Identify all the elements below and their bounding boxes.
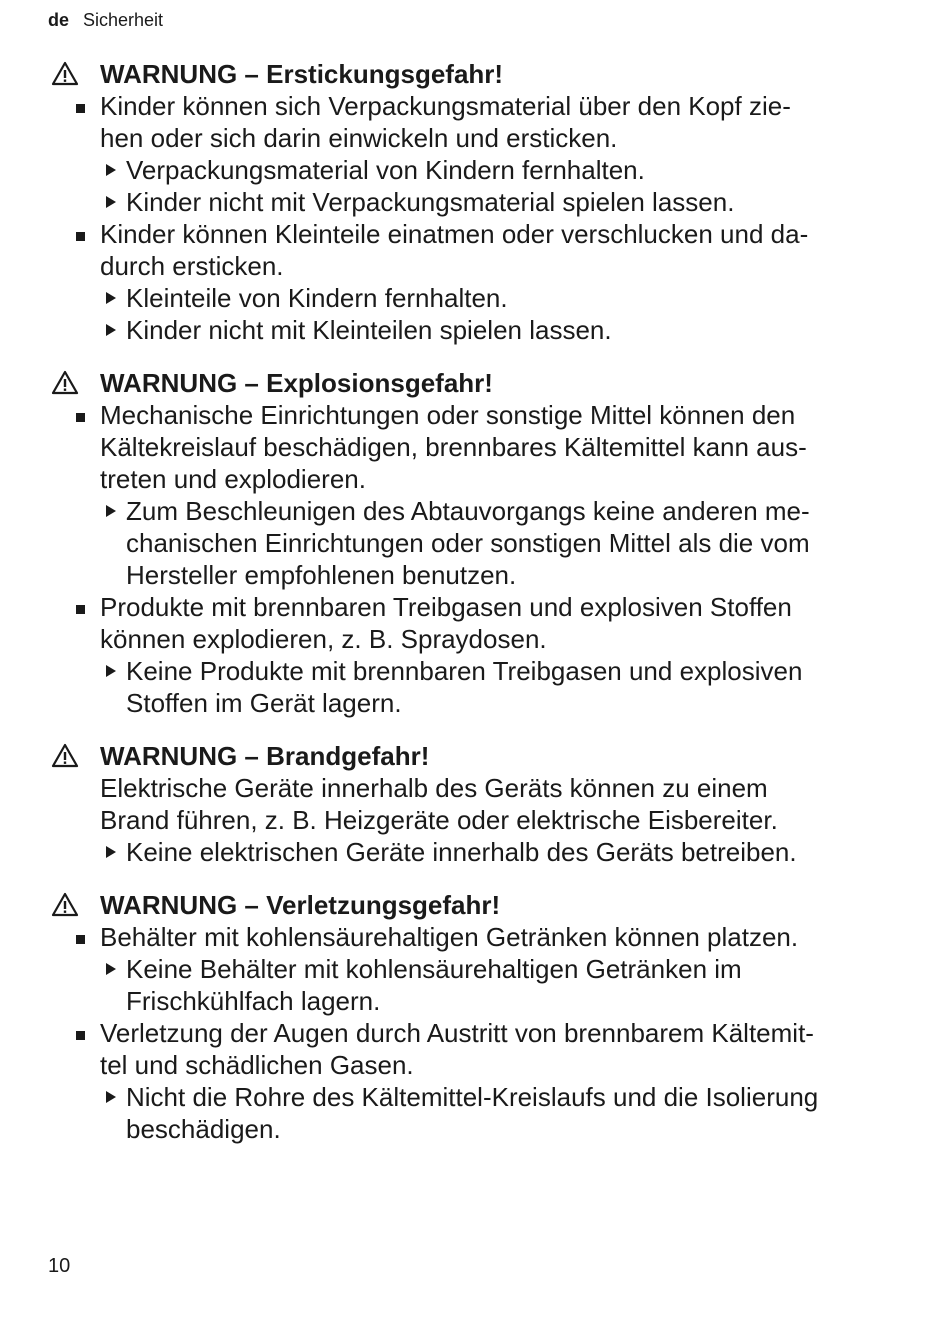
language-code: de	[48, 10, 70, 30]
warning-triangle-icon	[51, 743, 79, 768]
warning-triangle-icon	[51, 61, 79, 86]
action-item: Verpackungsmaterial von Kindern fernhalten.	[48, 154, 898, 186]
section-title: Sicherheit	[83, 10, 164, 30]
hazard-bullet: Mechanische Einrichtungen oder sonstige Mittel können den Kältekreislauf beschädigen, brennbares Kältemittel kann aus- treten und explodieren.	[48, 399, 898, 495]
warning-title: WARNUNG – Brandgefahr!	[48, 740, 898, 772]
hazard-bullet: Behälter mit kohlensäurehaltigen Getränken können platzen.	[48, 921, 898, 953]
action-item: Keine Produkte mit brennbaren Treibgasen und explosiven Stoffen im Gerät lagern.	[48, 655, 898, 719]
hazard-description: Elektrische Geräte innerhalb des Geräts können zu einem Brand führen, z. B. Heizgeräte oder elektrische Eisbereiter.	[100, 773, 778, 835]
warning-explosion	[48, 367, 898, 719]
warning-injury	[48, 889, 898, 1145]
action-item: Zum Beschleunigen des Abtauvorgangs keine anderen me- chanischen Einrichtungen oder sonstigen Mittel als die vom Hersteller empfohlenen benutzen.	[48, 495, 898, 591]
warning-fire	[48, 740, 898, 868]
hazard-bullet: Verletzung der Augen durch Austritt von brennbarem Kältemit- tel und schädlichen Gasen.	[48, 1017, 898, 1081]
warning-triangle-icon	[51, 370, 79, 395]
hazard-bullet: Kinder können Kleinteile einatmen oder verschlucken und da- durch ersticken.	[48, 218, 898, 282]
hazard-bullet: Kinder können sich Verpackungsmaterial über den Kopf zie- hen oder sich darin einwickeln und ersticken.	[48, 90, 898, 154]
safety-content	[48, 58, 898, 1166]
page-header	[48, 10, 163, 31]
action-item: Keine elektrischen Geräte innerhalb des Geräts betreiben.	[48, 836, 898, 868]
page-number: 10	[48, 1255, 71, 1277]
action-item: Keine Behälter mit kohlensäurehaltigen Getränken im Frischkühlfach lagern.	[48, 953, 898, 1017]
warning-suffocation	[48, 58, 898, 346]
warning-title: WARNUNG – Verletzungsgefahr!	[48, 889, 898, 921]
action-item: Kleinteile von Kindern fernhalten.	[48, 282, 898, 314]
action-item: Nicht die Rohre des Kältemittel-Kreislaufs und die Isolierung beschädigen.	[48, 1081, 898, 1145]
warning-triangle-icon	[51, 892, 79, 917]
warning-title: WARNUNG – Erstickungsgefahr!	[48, 58, 898, 90]
action-item: Kinder nicht mit Kleinteilen spielen lassen.	[48, 314, 898, 346]
action-item: Kinder nicht mit Verpackungsmaterial spielen lassen.	[48, 186, 898, 218]
hazard-bullet: Produkte mit brennbaren Treibgasen und explosiven Stoffen können explodieren, z. B. Spraydosen.	[48, 591, 898, 655]
warning-title: WARNUNG – Explosionsgefahr!	[48, 367, 898, 399]
